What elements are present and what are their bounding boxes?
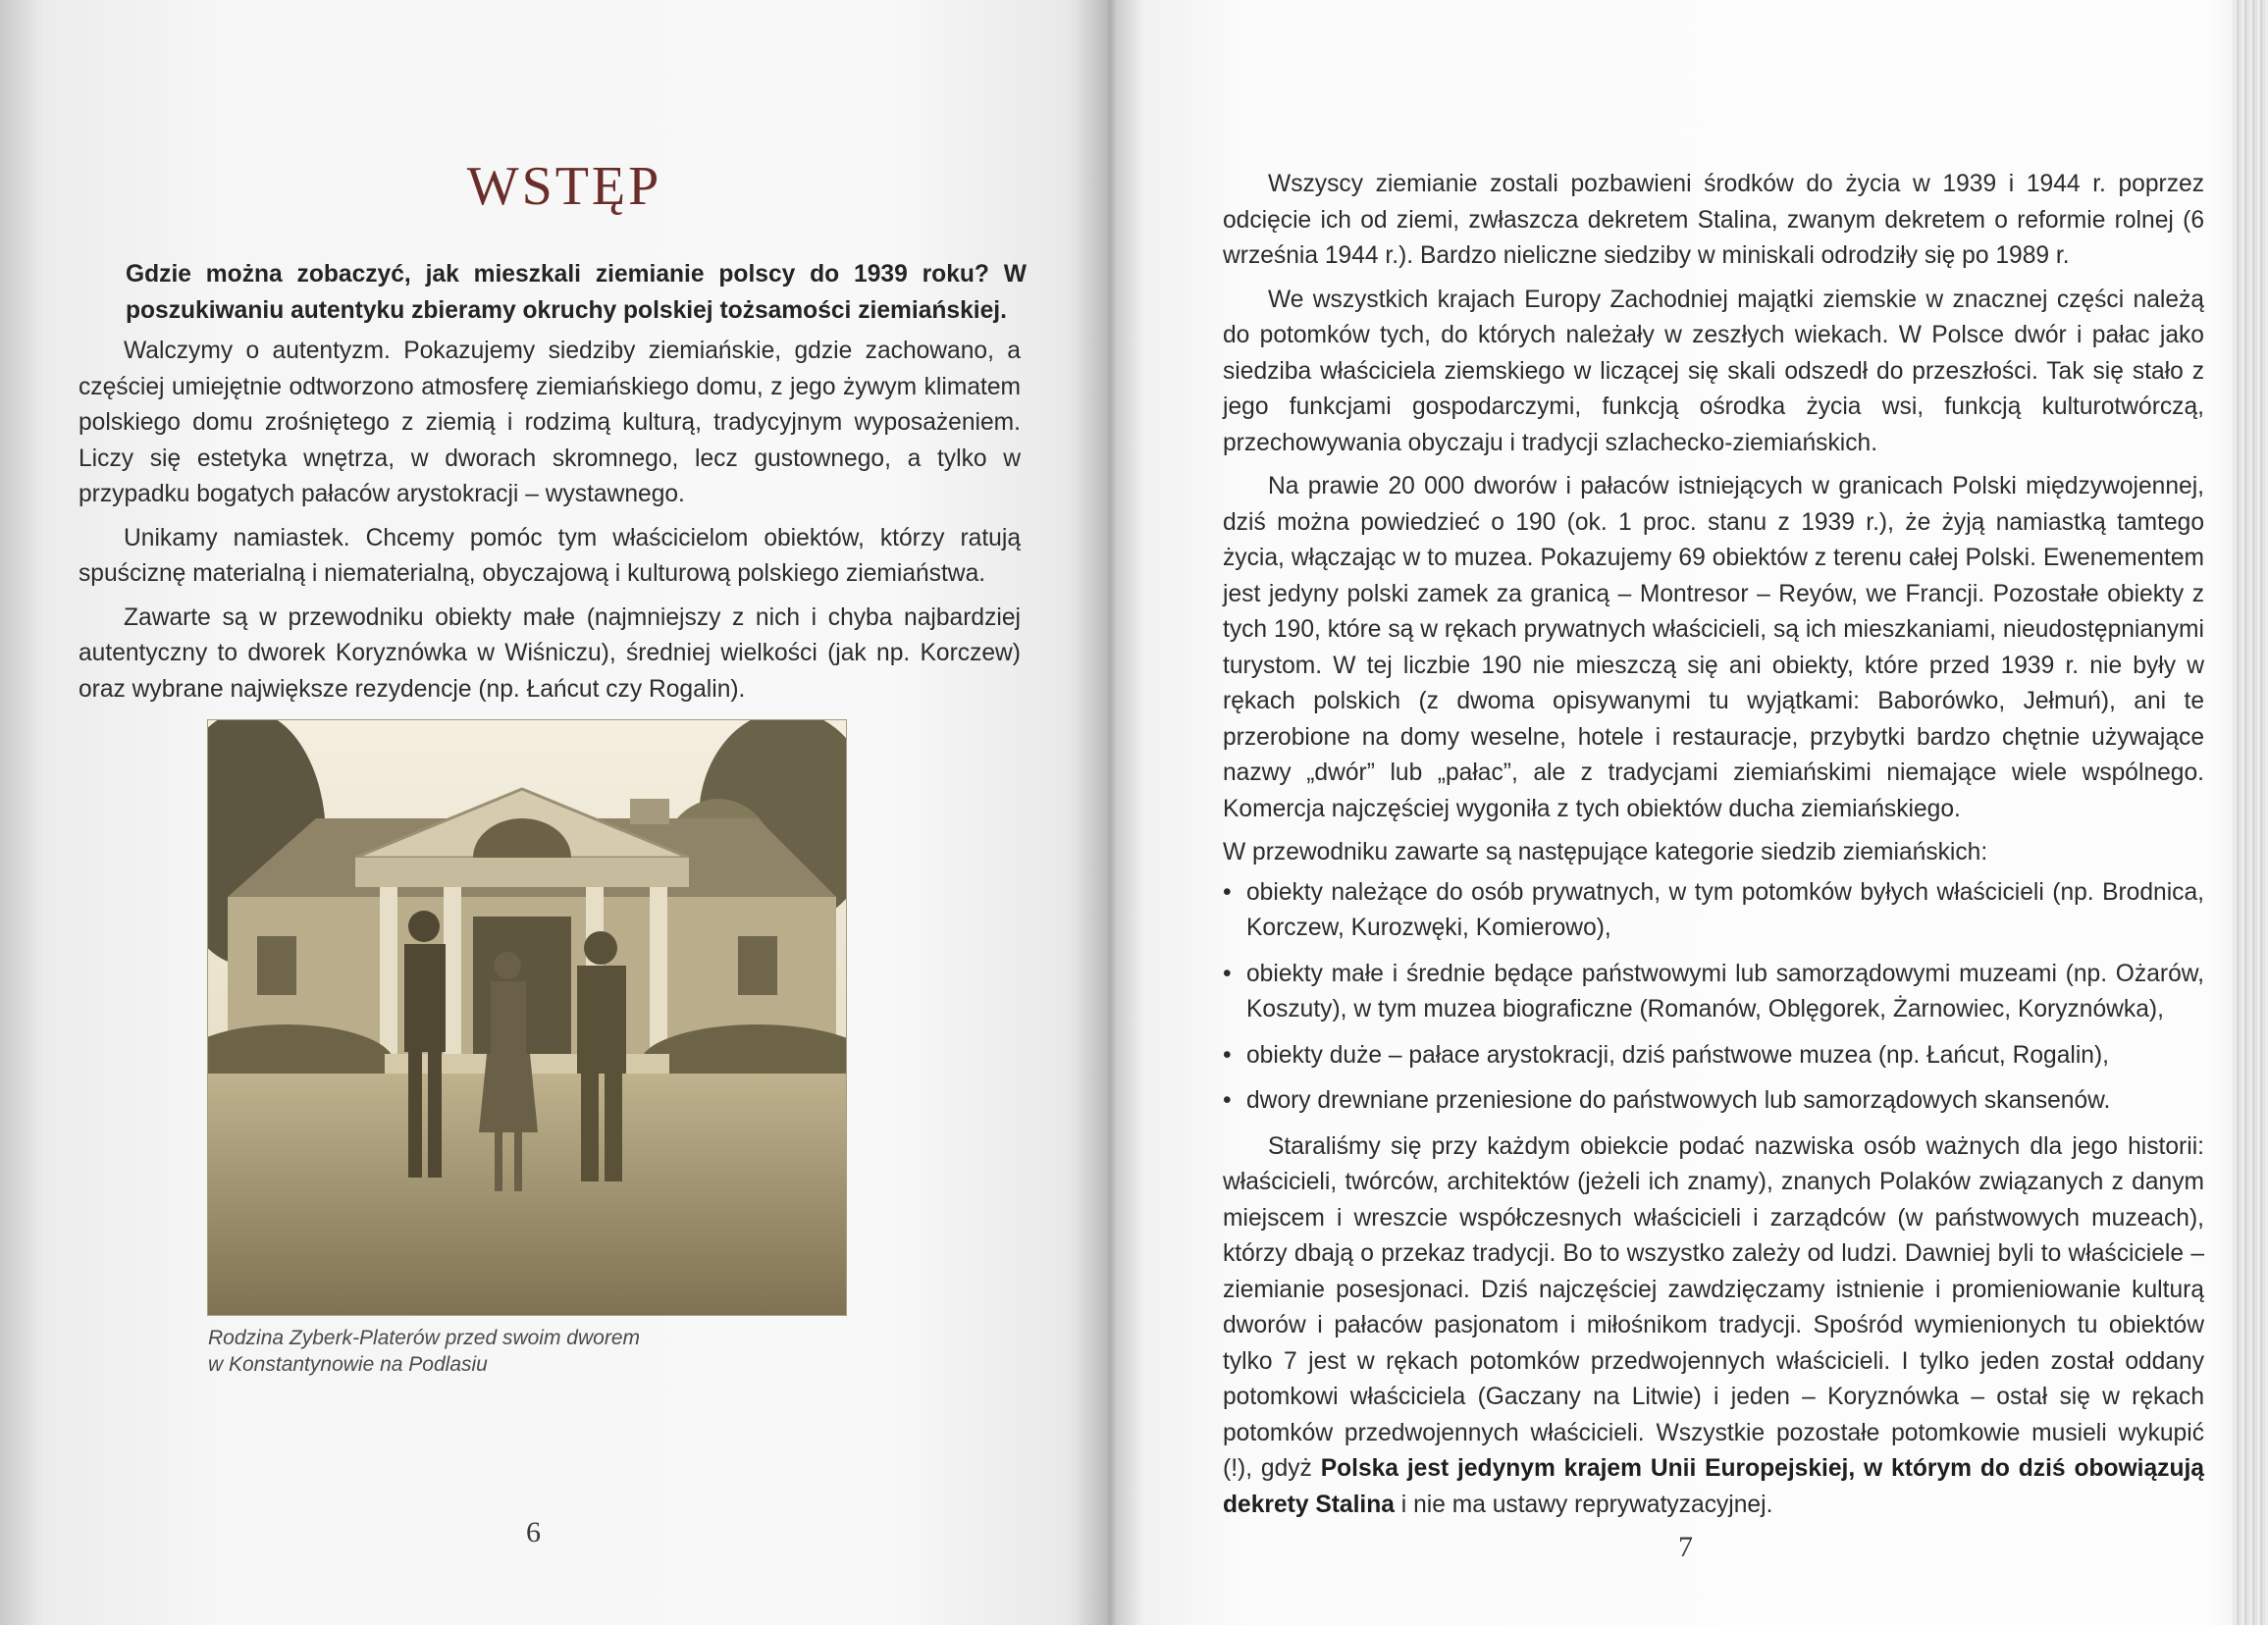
left-paragraph-1: Walczymy o autentyzm. Pokazujemy siedziby ziemiańskie, gdzie zachowano, a częściej umiejętnie odtworzono atmosferę ziemiańskiego domu, z jego żywym klimatem polskiego domu zrośniętego z ziemią i rodzimą kulturą, tradycyjnym wyposażeniem. Liczy się estetyka wnętrza, w dworach skromnego, lecz gustownego, a tylko w przypadku bogatych pałaców arystokracji – wystawnego. xyxy=(79,338,1021,507)
family-photo xyxy=(208,720,846,1315)
left-body-text xyxy=(79,334,1021,708)
page-edge xyxy=(2233,0,2268,1625)
list-item: • obiekty należące do osób prywatnych, w tym potomków byłych właścicieli (np. Brodnica, Korczew, Kurozwęki, Komierowo), xyxy=(1223,875,2204,947)
closing-bold-text: Polska jest jedynym krajem Unii Europejskiej, w którym do dziś obowiązują dekrety Stalina xyxy=(1223,1455,2204,1518)
page-number-right: 7 xyxy=(1678,1531,1693,1563)
closing-text-part-1: Staraliśmy się przy każdym obiekcie podać nazwiska osób ważnych dla jego historii: właścicieli, twórców, architektów (jeżeli ich znamy), znanych Polaków związanych z danym miejscem i wreszcie współczesnych właścicieli i zarządców (w państwowych muzeach), którzy dbają o przekaz tradycji. Bo to wszystko zależy od ludzi. Dawniej byli to właściciele – ziemianie posesjonaci. Dziś najczęściej zawdzięczamy istnienie i promieniowanie kulturą dworów i pałaców pasjonatom i miłośnikom tradycji. Spośród wymienionych tu obiektów tylko 7 jest w rękach potomków przedwojennych właścicieli. I tylko jeden został oddany potomkowi właściciela (Gaczany na Litwie) i jeden – Koryznówka – ostał się w rękach potomków przedwojennych właścicieli. Wszystkie pozostałe potomkowie musieli wykupić (!), gdyż xyxy=(1223,1132,2204,1482)
lead-paragraph: Gdzie można zobaczyć, jak mieszkali ziemianie polscy do 1939 roku? W poszukiwaniu autentyku zbieramy okruchy polskiej tożsamości ziemiańskiej. xyxy=(126,261,1027,324)
right-paragraph-2: We wszystkich krajach Europy Zachodniej majątki ziemskie w znacznej części należą do potomków tych, do których należały w zeszłych wiekach. W Polsce dwór i pałac jako siedziba właściciela ziemskiego w liczącej się skali odszedł do przeszłości. Tak się stało z jego funkcjami gospodarczymi, funkcją ośrodka życia wsi, funkcją kulturotwórczą, przechowywania obyczaju i tradycji szlachecko-ziemiańskich. xyxy=(1223,286,2204,456)
caption-line-2: w Konstantynowie na Podlasiu xyxy=(208,1353,488,1376)
category-list xyxy=(1223,875,2204,1120)
closing-text-part-2: i nie ma ustawy reprywatyzacyjnej. xyxy=(1394,1491,1773,1518)
list-intro: W przewodniku zawarte są następujące kategorie siedzib ziemiańskich: xyxy=(1223,839,1988,865)
list-item: • obiekty duże – pałace arystokracji, dziś państwowe muzea (np. Łańcut, Rogalin), xyxy=(1223,1038,2204,1075)
list-item: • obiekty małe i średnie będące państwowymi lub samorządowymi muzeami (np. Ożarów, Koszuty), w tym muzea biograficzne (Romanów, Oblęgorek, Żarnowiec, Koryznówka), xyxy=(1223,957,2204,1028)
right-paragraph-1: Wszyscy ziemianie zostali pozbawieni środków do życia w 1939 i 1944 r. poprzez odcięcie ich od ziemi, zwłaszcza dekretem Stalina, zwanym dekretem o reformie rolnej (6 września 1944 r.). Bardzo nieliczne siedziby w miniskali odrodziły się po 1989 r. xyxy=(1223,171,2204,269)
manor-house-illustration xyxy=(208,720,846,1315)
right-paragraph-3: Na prawie 20 000 dworów i pałaców istniejących w granicach Polski międzywojennej, dziś można powiedzieć o 190 (ok. 1 proc. stanu z 1939 r.), że żyją namiastką tamtego życia, włączając w to muzea. Pokazujemy 69 obiektów z terenu całej Polski. Ewenementem jest jedyny polski zamek za granicą – Montresor – Reyów, we Francji. Pozostałe obiekty z tych 190, które są w rękach prywatnych właścicieli, są ich mieszkaniami, nieudostępnianymi turystom. W tej liczbie 190 nie mieszczą się ani obiekty, które przed 1939 r. nie były w rękach polskich (z dwoma opisywanymi tu wyjątkami: Baborówko, Jełmuń), ani te przerobione na domy weselne, hotele i restauracje, przybytki bardzo chętnie używające nazwy „dwór” lub „pałac”, ale z tradycjami ziemiańskimi niemające wiele wspólnego. Komercja najczęściej wygoniła z tych obiektów ducha ziemiańskiego. xyxy=(1223,473,2204,822)
list-item: • dwory drewniane przeniesione do państwowych lub samorządowych skansenów. xyxy=(1223,1083,2204,1120)
chapter-title: WSTĘP xyxy=(466,156,662,217)
caption-line-1: Rodzina Zyberk-Platerów przed swoim dworem xyxy=(208,1327,640,1349)
closing-paragraph xyxy=(1223,1129,2204,1524)
right-body-text xyxy=(1223,167,2204,1523)
book-gutter xyxy=(1076,0,1144,1625)
page-number-left: 6 xyxy=(526,1516,541,1548)
left-paragraph-3: Zawarte są w przewodniku obiekty małe (najmniejszy z nich i chyba najbardziej autentyczny to dworek Koryznówka w Wiśniczu), średniej wielkości (jak np. Korczew) oraz wybrane największe rezydencje (np. Łańcut czy Rogalin). xyxy=(79,603,1021,703)
photo-caption xyxy=(208,1325,836,1378)
left-paragraph-2: Unikamy namiastek. Chcemy pomóc tym właścicielom obiektów, którzy ratują spuściznę materialną i niematerialną, obyczajową i kulturową polskiego ziemiaństwa. xyxy=(79,524,1021,587)
left-page xyxy=(0,0,1109,1625)
right-page xyxy=(1109,0,2268,1625)
